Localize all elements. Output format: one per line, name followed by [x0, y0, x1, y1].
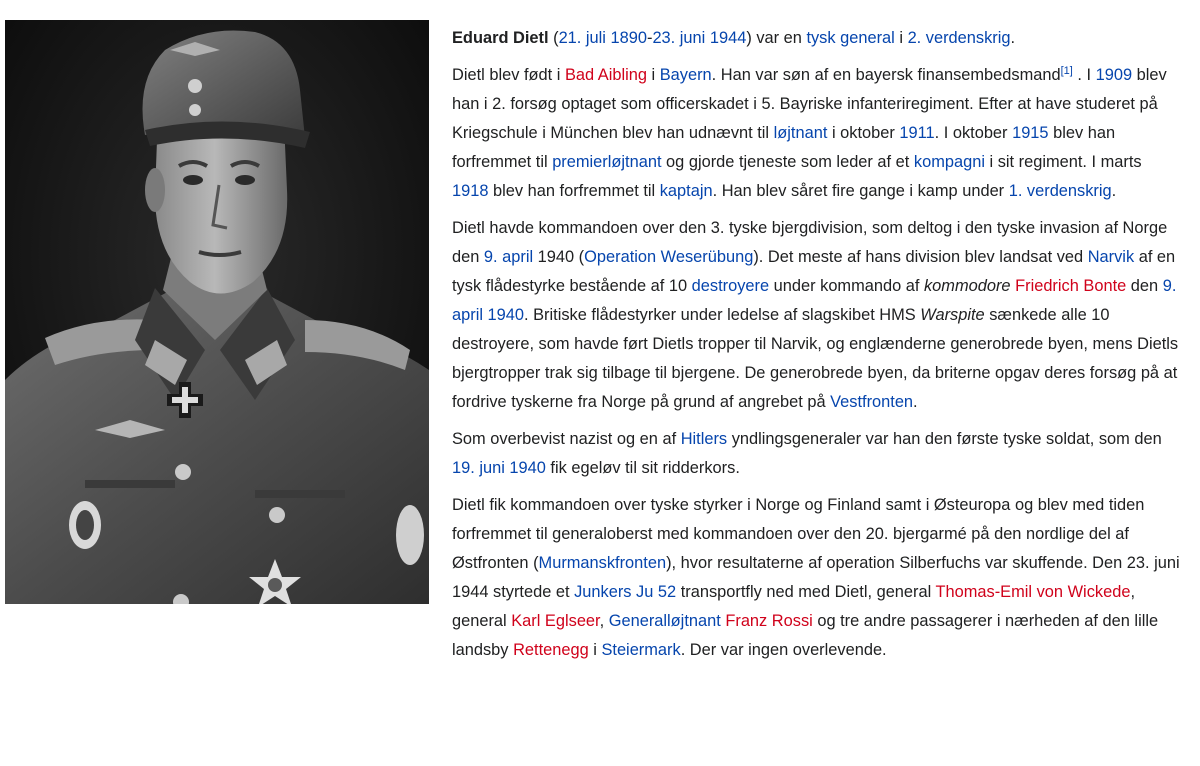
link-narvik[interactable]: Narvik: [1087, 248, 1135, 266]
kommodore-text: kommodore: [923, 277, 1011, 295]
link-thomas-emil-von-wickede[interactable]: Thomas-Emil von Wickede: [935, 583, 1131, 601]
link-kompagni[interactable]: kompagni: [913, 153, 985, 171]
link-operation-weserubung[interactable]: Operation Weserübung: [584, 248, 754, 266]
link-bayern[interactable]: Bayern: [659, 66, 712, 84]
link-steiermark[interactable]: Steiermark: [601, 641, 681, 659]
article-body: [452, 24, 1180, 673]
link-bad-aibling[interactable]: Bad Aibling: [564, 66, 647, 84]
link-9-april-1940[interactable]: 9. april 1940: [452, 277, 1177, 324]
link-1911[interactable]: 1911: [899, 124, 935, 142]
link-birth-date[interactable]: 21. juli 1890: [558, 29, 647, 47]
link-destroyere[interactable]: destroyere: [691, 277, 770, 295]
link-franz-rossi[interactable]: Franz Rossi: [725, 612, 813, 630]
link-ww2[interactable]: 2. verdenskrig: [907, 29, 1011, 47]
link-1915[interactable]: 1915: [1012, 124, 1049, 142]
link-friedrich-bonte[interactable]: Friedrich Bonte: [1015, 277, 1127, 295]
link-1918[interactable]: 1918: [452, 182, 489, 200]
link-death-date[interactable]: 23. juni 1944: [652, 29, 747, 47]
link-generallojtnant[interactable]: Generalløjtnant: [608, 612, 721, 630]
link-9-april[interactable]: 9. april: [483, 248, 534, 266]
reference-1[interactable]: [1]: [1060, 65, 1073, 77]
link-premierlojtnant[interactable]: premierløjtnant: [552, 153, 662, 171]
link-kaptajn[interactable]: kaptajn: [659, 182, 713, 200]
link-rettenegg[interactable]: Rettenegg: [513, 641, 589, 659]
portrait-illustration: [5, 20, 429, 604]
link-vestfronten[interactable]: Vestfronten: [830, 393, 914, 411]
warspite-text: Warspite: [920, 306, 985, 324]
link-junkers-ju-52[interactable]: Junkers Ju 52: [574, 583, 677, 601]
link-tysk-general[interactable]: tysk general: [806, 29, 895, 47]
paragraph-oak-leaves: Som overbevist nazist og en af Hitlers yndlingsgeneraler var han den første tyske soldat, som den 19. juni 1940 fik egeløv til sit ridderkors.: [452, 430, 1162, 477]
link-ww1[interactable]: 1. verdenskrig: [1008, 182, 1112, 200]
link-1909[interactable]: 1909: [1095, 66, 1133, 84]
paragraph-intro: Eduard Dietl (21. juli 1890-23. juni 1944) var en tysk general i 2. verdenskrig.: [452, 29, 1016, 47]
article-subject: Eduard Dietl: [452, 29, 549, 47]
link-hitlers[interactable]: Hitlers: [680, 430, 728, 448]
paragraph-norway: Dietl havde kommandoen over den 3. tyske bjergdivision, som deltog i den tyske invasion af Norge den 9. april 1940 (Operation Weserübung). Det meste af hans division blev landsat ved Narvik af en tysk flådestyrke bestående af 10 destroyere under kommando af kommodore Friedrich Bonte den 9. april 1940. Britiske flådestyrker under ledelse af slagskibet HMS Warspite sænkede alle 10 destroyere, som havde ført Dietls tropper til Narvik, og englænderne generobrede byen, mens Dietls bjergtropper trak sig tilbage til bjergene. De generobrede byen, da briterne opgav deres forsøg på at fordrive tyskerne fra Norge på grund af angrebet på Vestfronten.: [452, 219, 1179, 411]
link-lojtnant[interactable]: løjtnant: [773, 124, 828, 142]
link-murmanskfronten[interactable]: Murmanskfronten: [538, 554, 667, 572]
paragraph-early-life: Dietl blev født i Bad Aibling i Bayern. Han var søn af en bayersk finansembedsmand[1] . I 1909 blev han i 2. forsøg optaget som officerskadet i 5. Bayriske infanteriregiment. Efter at have studeret på Kriegschule i München blev han udnævnt til løjtnant i oktober 1911. I oktober 1915 blev han forfremmet til premierløjtnant og gjorde tjeneste som leder af et kompagni i sit regiment. I marts 1918 blev han forfremmet til kaptajn. Han blev såret fire gange i kamp under 1. verdenskrig.: [452, 65, 1167, 200]
paragraph-death: Dietl fik kommandoen over tyske styrker i Norge og Finland samt i Østeuropa og blev med tiden forfremmet til generaloberst med kommandoen over den 20. bjergarmé på den nordlige del af Østfronten (Murmanskfronten), hvor resultaterne af operation Silberfuchs var skuffende. Den 23. juni 1944 styrtede et Junkers Ju 52 transportfly ned med Dietl, general Thomas-Emil von Wickede, general Karl Eglseer, Generalløjtnant Franz Rossi og tre andre passagerer i nærheden af den lille landsby Rettenegg i Steiermark. Der var ingen overlevende.: [452, 496, 1180, 659]
link-19-juni-1940[interactable]: 19. juni 1940: [452, 459, 546, 477]
portrait-photo: [5, 20, 429, 604]
link-karl-eglseer[interactable]: Karl Eglseer: [511, 612, 600, 630]
